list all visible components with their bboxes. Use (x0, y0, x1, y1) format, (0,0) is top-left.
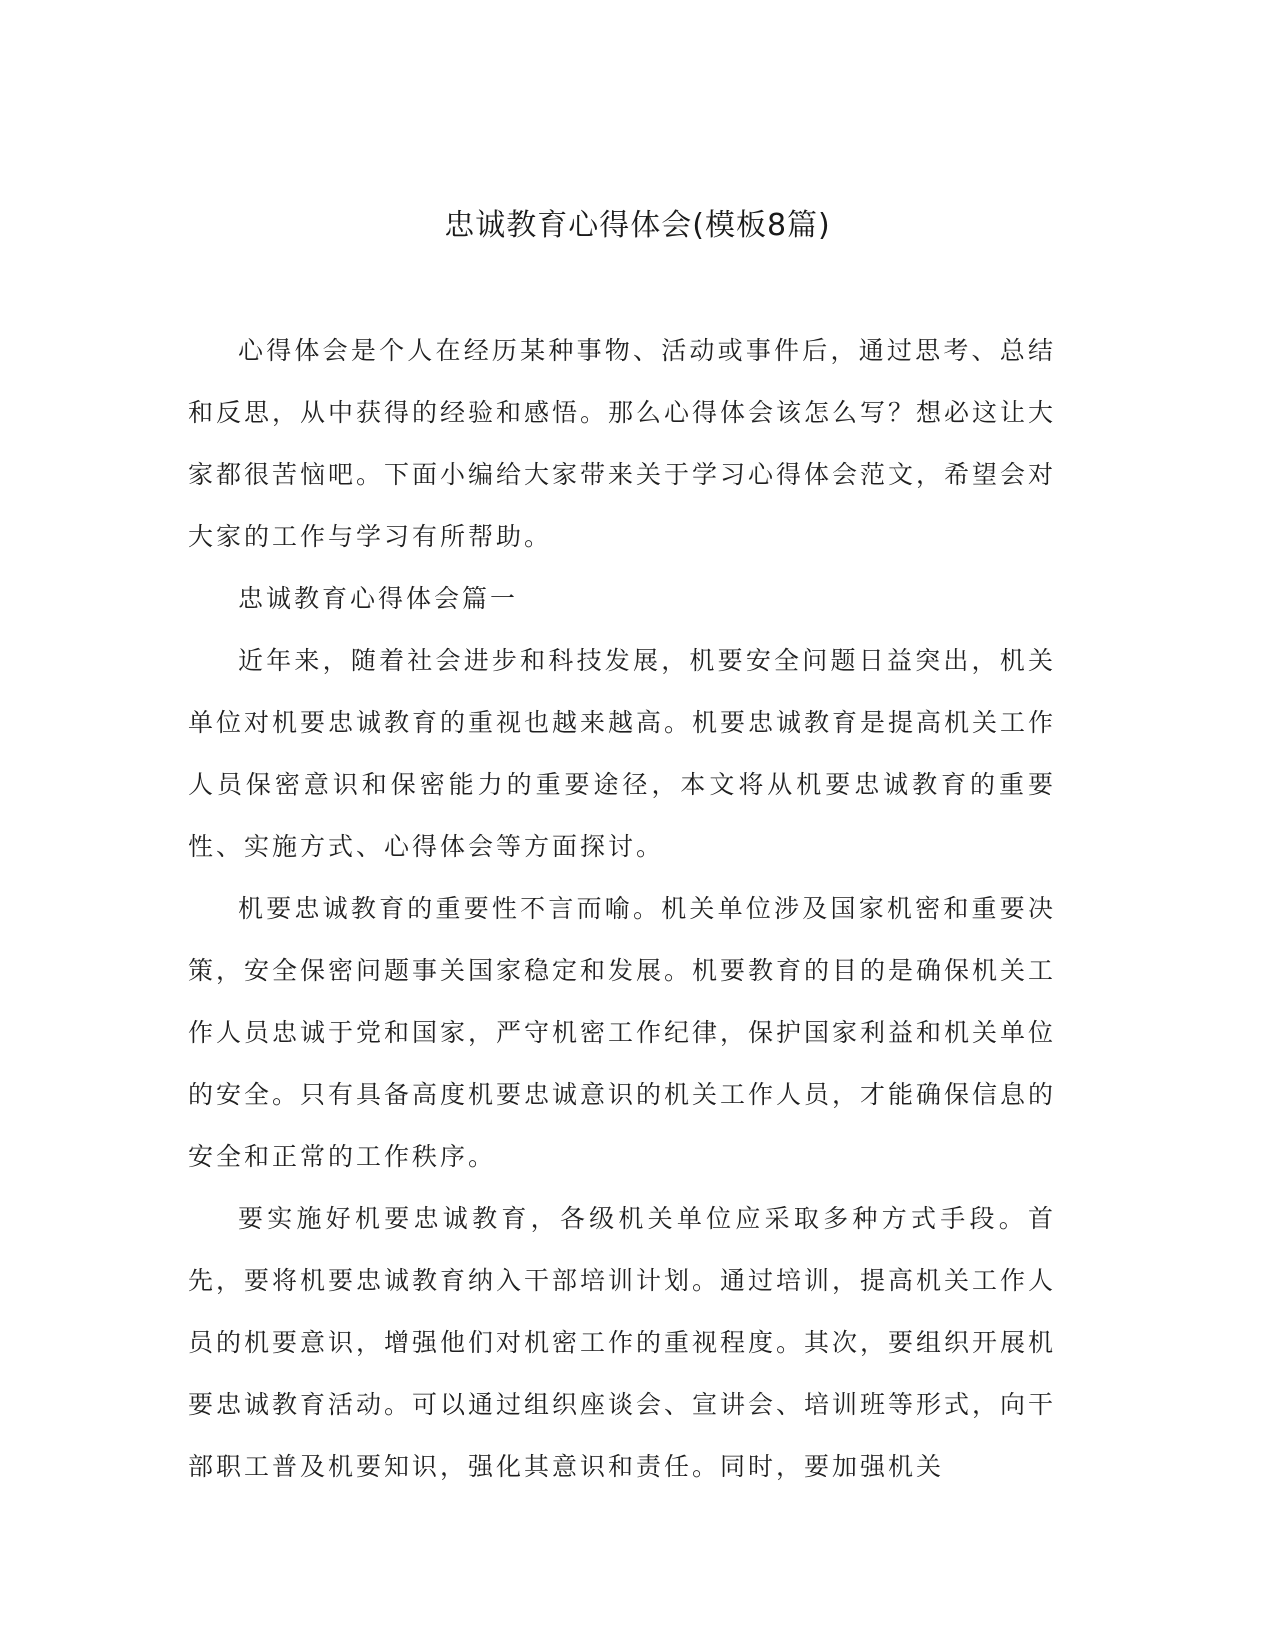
document-title: 忠诚教育心得体会(模板8篇) (444, 208, 831, 243)
body-paragraph: 要实施好机要忠诚教育，各级机关单位应采取多种方式手段。首先，要将机要忠诚教育纳入干部培训计划。通过培训，提高机关工作人员的机要意识，增强他们对机密工作的重视程度。其次，要组织开展机要忠诚教育活动。可以通过组织座谈会、宣讲会、培训班等形式，向干部职工普及机要知识，强化其意识和责任。同时，要加强机关 (188, 1204, 1057, 1481)
intro-paragraph: 心得体会是个人在经历某种事物、活动或事件后，通过思考、总结和反思，从中获得的经验和感悟。那么心得体会该怎么写？想必这让大家都很苦恼吧。下面小编给大家带来关于学习心得体会范文，希望会对大家的工作与学习有所帮助。 (188, 336, 1057, 551)
document-body (188, 320, 1056, 1498)
body-paragraph: 近年来，随着社会进步和科技发展，机要安全问题日益突出，机关单位对机要忠诚教育的重视也越来越高。机要忠诚教育是提高机关工作人员保密意识和保密能力的重要途径，本文将从机要忠诚教育的重要性、实施方式、心得体会等方面探讨。 (188, 646, 1057, 861)
body-paragraph: 机要忠诚教育的重要性不言而喻。机关单位涉及国家机密和重要决策，安全保密问题事关国家稳定和发展。机要教育的目的是确保机关工作人员忠诚于党和国家，严守机密工作纪律，保护国家利益和机关单位的安全。只有具备高度机要忠诚意识的机关工作人员，才能确保信息的安全和正常的工作秩序。 (188, 894, 1057, 1171)
section-heading: 忠诚教育心得体会篇一 (238, 584, 519, 613)
